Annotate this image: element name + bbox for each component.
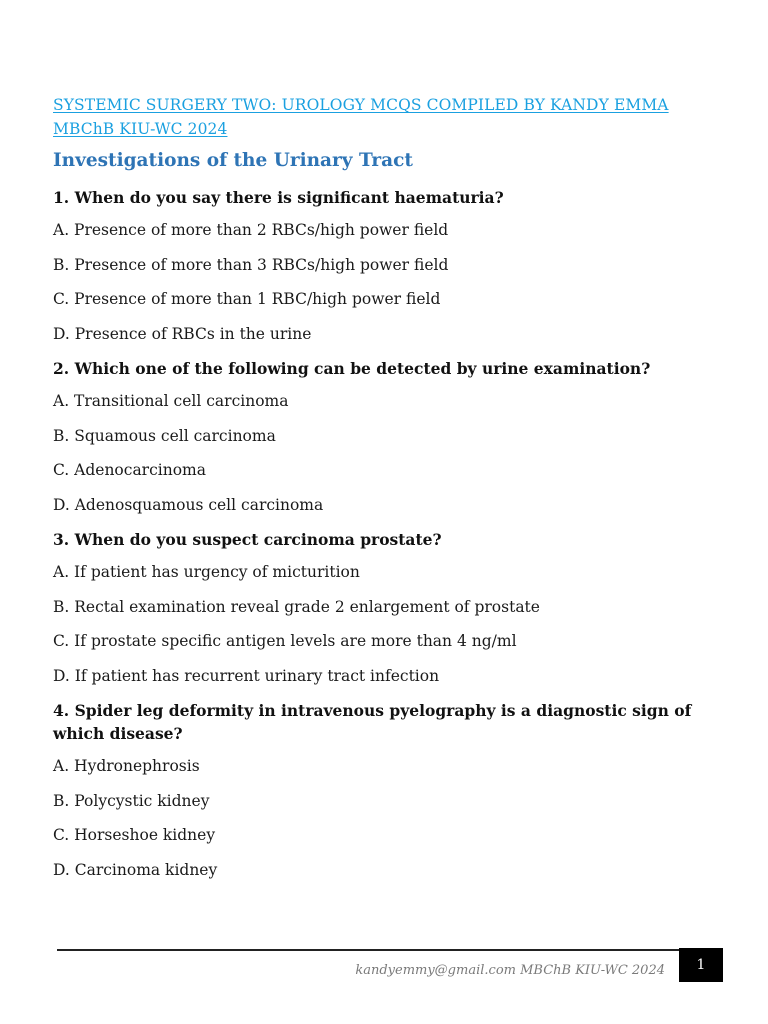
question-4-text — [53, 699, 713, 745]
question-4-text-line-2: which disease? — [53, 724, 183, 743]
question-3-option-c: C. If prostate specific antigen levels are more than 4 ng/ml — [53, 632, 517, 650]
question-1-option-c: C. Presence of more than 1 RBC/high power field — [53, 290, 441, 308]
question-1-option-a: A. Presence of more than 2 RBCs/high power field — [53, 221, 449, 239]
question-4-option-c: C. Horseshoe kidney — [53, 826, 216, 844]
question-block-1 — [53, 186, 713, 346]
question-3-option-a: A. If patient has urgency of micturition — [53, 563, 360, 581]
footer-text: kandyemmy@gmail.com MBChB KIU-WC 2024 — [355, 963, 665, 978]
question-block-4 — [53, 699, 713, 882]
question-2-option-a: A. Transitional cell carcinoma — [53, 392, 289, 410]
question-1-option-d: D. Presence of RBCs in the urine — [53, 324, 312, 343]
document-title-line-1[interactable]: SYSTEMIC SURGERY TWO: UROLOGY MCQS COMPILED BY KANDY EMMA — [53, 96, 669, 114]
question-2-option-c: C. Adenocarcinoma — [53, 461, 206, 479]
question-1-text: 1. When do you say there is significant haematuria? — [53, 188, 504, 207]
section-heading: Investigations of the Urinary Tract — [53, 150, 413, 171]
question-1-option-b: B. Presence of more than 3 RBCs/high power field — [53, 255, 449, 274]
questions-list — [53, 186, 713, 893]
question-4-text-line-1: 4. Spider leg deformity in intravenous pyelography is a diagnostic sign of — [53, 701, 692, 720]
question-2-option-d: D. Adenosquamous cell carcinoma — [53, 495, 324, 514]
document-title-line-2[interactable]: MBChB KIU-WC 2024 — [53, 120, 228, 138]
question-block-2 — [53, 357, 713, 517]
footer-divider — [57, 949, 679, 951]
question-3-option-b: B. Rectal examination reveal grade 2 enlargement of prostate — [53, 597, 540, 616]
question-3-option-d: D. If patient has recurrent urinary tract infection — [53, 666, 440, 685]
question-3-text: 3. When do you suspect carcinoma prostate? — [53, 530, 442, 549]
question-block-3 — [53, 528, 713, 688]
question-2-text: 2. Which one of the following can be detected by urine examination? — [53, 359, 651, 378]
page-number: 1 — [679, 948, 723, 982]
question-2-option-b: B. Squamous cell carcinoma — [53, 426, 276, 445]
question-4-option-b: B. Polycystic kidney — [53, 791, 210, 810]
document-title[interactable] — [53, 93, 733, 141]
question-4-option-d: D. Carcinoma kidney — [53, 860, 218, 879]
question-4-option-a: A. Hydronephrosis — [53, 757, 200, 775]
